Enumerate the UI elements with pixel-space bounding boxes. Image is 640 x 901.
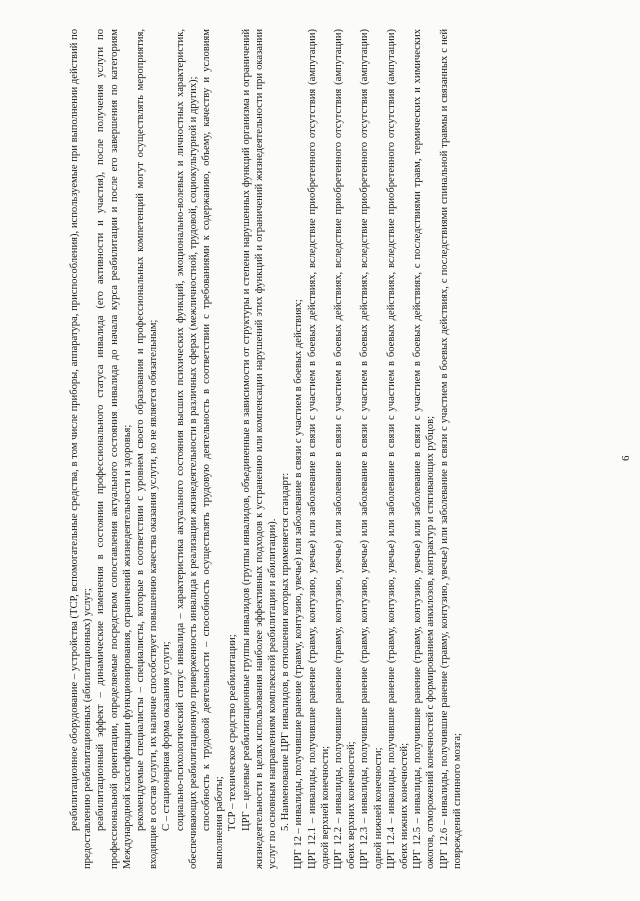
paragraph: способность к трудовой деятельности – способность осуществлять трудовую деятельность в соответствии с требованиями к содержанию, объему, качеству и условиям выполнения работы; xyxy=(201,29,226,869)
paragraph: С – стационарная форма оказания услуги; xyxy=(161,641,173,831)
paragraph: рекомендуемые специалисты – специалисты, которые в соответствии с уровнем своего образования и профессиональных компетенций могут осуществлять мероприятия, входящие в состав услуги, их наличие способствует повышению качества оказания услуги, но не является обязательным; xyxy=(135,29,160,869)
paragraph: реабилитационный эффект – динамические изменения в состоянии профессионального статуса инвалида (его активности и участия), после получения услуги по профессиональной ориентации, определяемые посредством сопоставления актуального состояния инвалида до начала курса реабилитации и после его завершения по категориям Международной классификации функционирования, ограничений жизнедеятельности и здоровья; xyxy=(95,29,133,869)
list-item: ЦРГ 12.1 – инвалиды, получившие ранение (травму, контузию, увечье) или заболевание в связи с участием в боевых действиях, вследствие приобретенного отсутствия (ампутации) одной верхней конечности; xyxy=(306,29,331,869)
paragraph: ТСР – техническое средство реабилитации; xyxy=(227,634,239,831)
paragraph: социально-психологический статус инвалида – характеристика актуального состояния высших психических функций, эмоционально-волевых и личностных характеристик, обеспечивающих реабилитационную приверженность инвалида к реализации жизнедеятельности в различных сферах (межличностной, трудовой, социокультурной и других); xyxy=(174,29,199,869)
page-number: 6 xyxy=(620,455,632,461)
paragraph: реабилитационное оборудование – устройства (ТСР, вспомогательные средства, в том числе приборы, аппаратура, приспособления), используемые при выполнении действий по предоставлению реабилитационных (абилитационных) услуг; xyxy=(69,29,94,869)
list-item: ЦРГ 12.2 – инвалиды, получившие ранение (травму, контузию, увечье) или заболевание в связи с участием в боевых действиях, вследствие приобретенного отсутствия (ампутации) обеих верхних конечностей; xyxy=(333,29,358,869)
list-item: ЦРГ 12.6 – инвалиды, получившие ранение (травму, контузию, увечье) или заболевание в связи с участием в боевых действиях, с последствиями спинальной травмы и связанных с ней повреждений спинного мозга; xyxy=(438,29,463,869)
paragraph: ЦРГ – целевые реабилитационные группы инвалидов (группы инвалидов, объединенные в зависимости от структуры и степени нарушенных функций организма и ограничений жизнедеятельности в целях использования наиболее эффективных подходов к устранению или компенсации нарушений этих функций и ограничений жизнедеятельности при оказании услуг по основным направлениям комплексной реабилитации и абилитации). xyxy=(240,29,279,869)
document-body xyxy=(68,29,464,869)
section-heading: 5. Наименование ЦРГ инвалидов, в отношении которых применяется стандарт: xyxy=(280,472,292,831)
list-item: ЦРГ 12.5 – инвалиды, получившие ранение (травму, контузию, увечье) или заболевание в связи с участием в боевых действиях, с последствиями травм, термических и химических ожогов, отморожений конечностей с формированием анкилозов, контрактур и стягивающих рубцов; xyxy=(412,29,437,869)
list-item: ЦРГ 12.3 – инвалиды, получившие ранение (травму, контузию, увечье) или заболевание в связи с участием в боевых действиях, вследствие приобретенного отсутствия (ампутации) одной нижней конечности; xyxy=(359,29,384,869)
list-item: ЦРГ 12.4 – инвалиды, получившие ранение (травму, контузию, увечье) или заболевание в связи с участием в боевых действиях, вследствие приобретенного отсутствия (ампутации) обеих нижних конечностей; xyxy=(385,29,411,869)
list-item: ЦРГ 12 – инвалиды, получившие ранение (травму, контузию, увечье) или заболевание в связи с участием в боевых действиях; xyxy=(293,299,305,869)
